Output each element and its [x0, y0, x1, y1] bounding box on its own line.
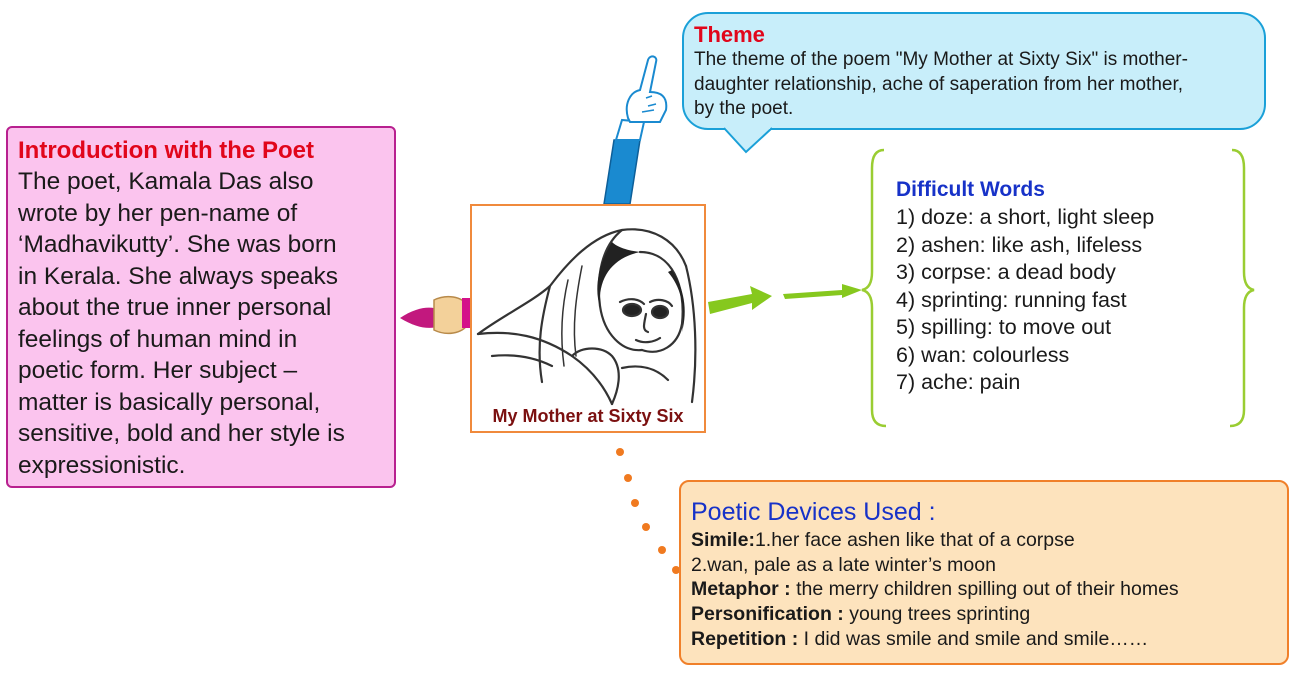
intro-line: feelings of human mind in: [18, 325, 298, 353]
dotted-connector: [616, 448, 680, 574]
intro-line: in Kerala. She always speaks: [18, 262, 339, 290]
devices-title: Poetic Devices Used :: [691, 498, 936, 526]
device-text: 2.wan, pale as a late winter’s moon: [691, 553, 996, 576]
theme-body: [694, 48, 1254, 122]
intro-box: [6, 126, 396, 488]
theme-line: daughter relationship, ache of saperation from her mother,: [694, 73, 1184, 95]
intro-line: wrote by her pen-name of: [18, 199, 298, 227]
device-line-simile-2: [691, 553, 1277, 578]
device-label: Simile:: [691, 529, 755, 551]
device-line-personification: [691, 602, 1277, 627]
theme-line: The theme of the poem "My Mother at Sixty Six" is mother-: [694, 49, 1188, 70]
difficult-words-block: [896, 176, 1236, 397]
device-line-metaphor: [691, 577, 1277, 602]
intro-line: ‘Madhavikutty’. She was born: [18, 231, 337, 258]
words-item: 2) ashen: like ash, lifeless: [896, 232, 1143, 257]
device-label: Metaphor :: [691, 578, 791, 601]
bubble-tail: [722, 126, 776, 154]
device-label: Personification :: [691, 603, 844, 626]
intro-line: The poet, Kamala Das also: [18, 168, 314, 195]
device-text: young trees sprinting: [843, 603, 1031, 626]
words-item: 5) spilling: to move out: [896, 315, 1112, 339]
center-card: [470, 204, 706, 433]
device-text: I did was smile and smile and smile……: [798, 627, 1149, 650]
words-item: 6) wan: colourless: [896, 342, 1070, 367]
left-bracket: [862, 150, 886, 426]
arrow-right-icon: [708, 284, 862, 314]
intro-line: expressionistic.: [18, 451, 186, 479]
device-text: the merry children spilling out of their homes: [790, 578, 1179, 601]
pointing-hand-icon: [604, 56, 666, 204]
intro-body: [18, 166, 384, 481]
words-item: 1) doze: a short, light sleep: [896, 205, 1155, 229]
words-item: 4) sprinting: running fast: [896, 287, 1127, 312]
intro-title: Introduction with the Poet: [18, 137, 314, 164]
device-line-simile: [691, 528, 1277, 553]
intro-line: poetic form. Her subject –: [18, 357, 298, 384]
intro-line: about the true inner personal: [18, 294, 332, 321]
device-line-repetition: [691, 627, 1277, 652]
paint-brush-icon: [400, 297, 470, 334]
theme-title: Theme: [694, 22, 765, 47]
device-text: 1.her face ashen like that of a corpse: [754, 529, 1075, 551]
words-item: 3) corpse: a dead body: [896, 260, 1116, 284]
poetic-devices-box: [679, 480, 1289, 665]
words-title: Difficult Words: [896, 178, 1045, 201]
device-label: Repetition :: [691, 627, 799, 650]
intro-line: sensitive, bold and her style is: [18, 420, 345, 447]
words-item: 7) ache: pain: [896, 370, 1021, 394]
mother-illustration: [472, 206, 704, 406]
intro-line: matter is basically personal,: [18, 388, 321, 416]
theme-bubble: [682, 12, 1266, 130]
theme-line: by the poet.: [694, 98, 794, 119]
center-caption: My Mother at Sixty Six: [492, 406, 684, 426]
